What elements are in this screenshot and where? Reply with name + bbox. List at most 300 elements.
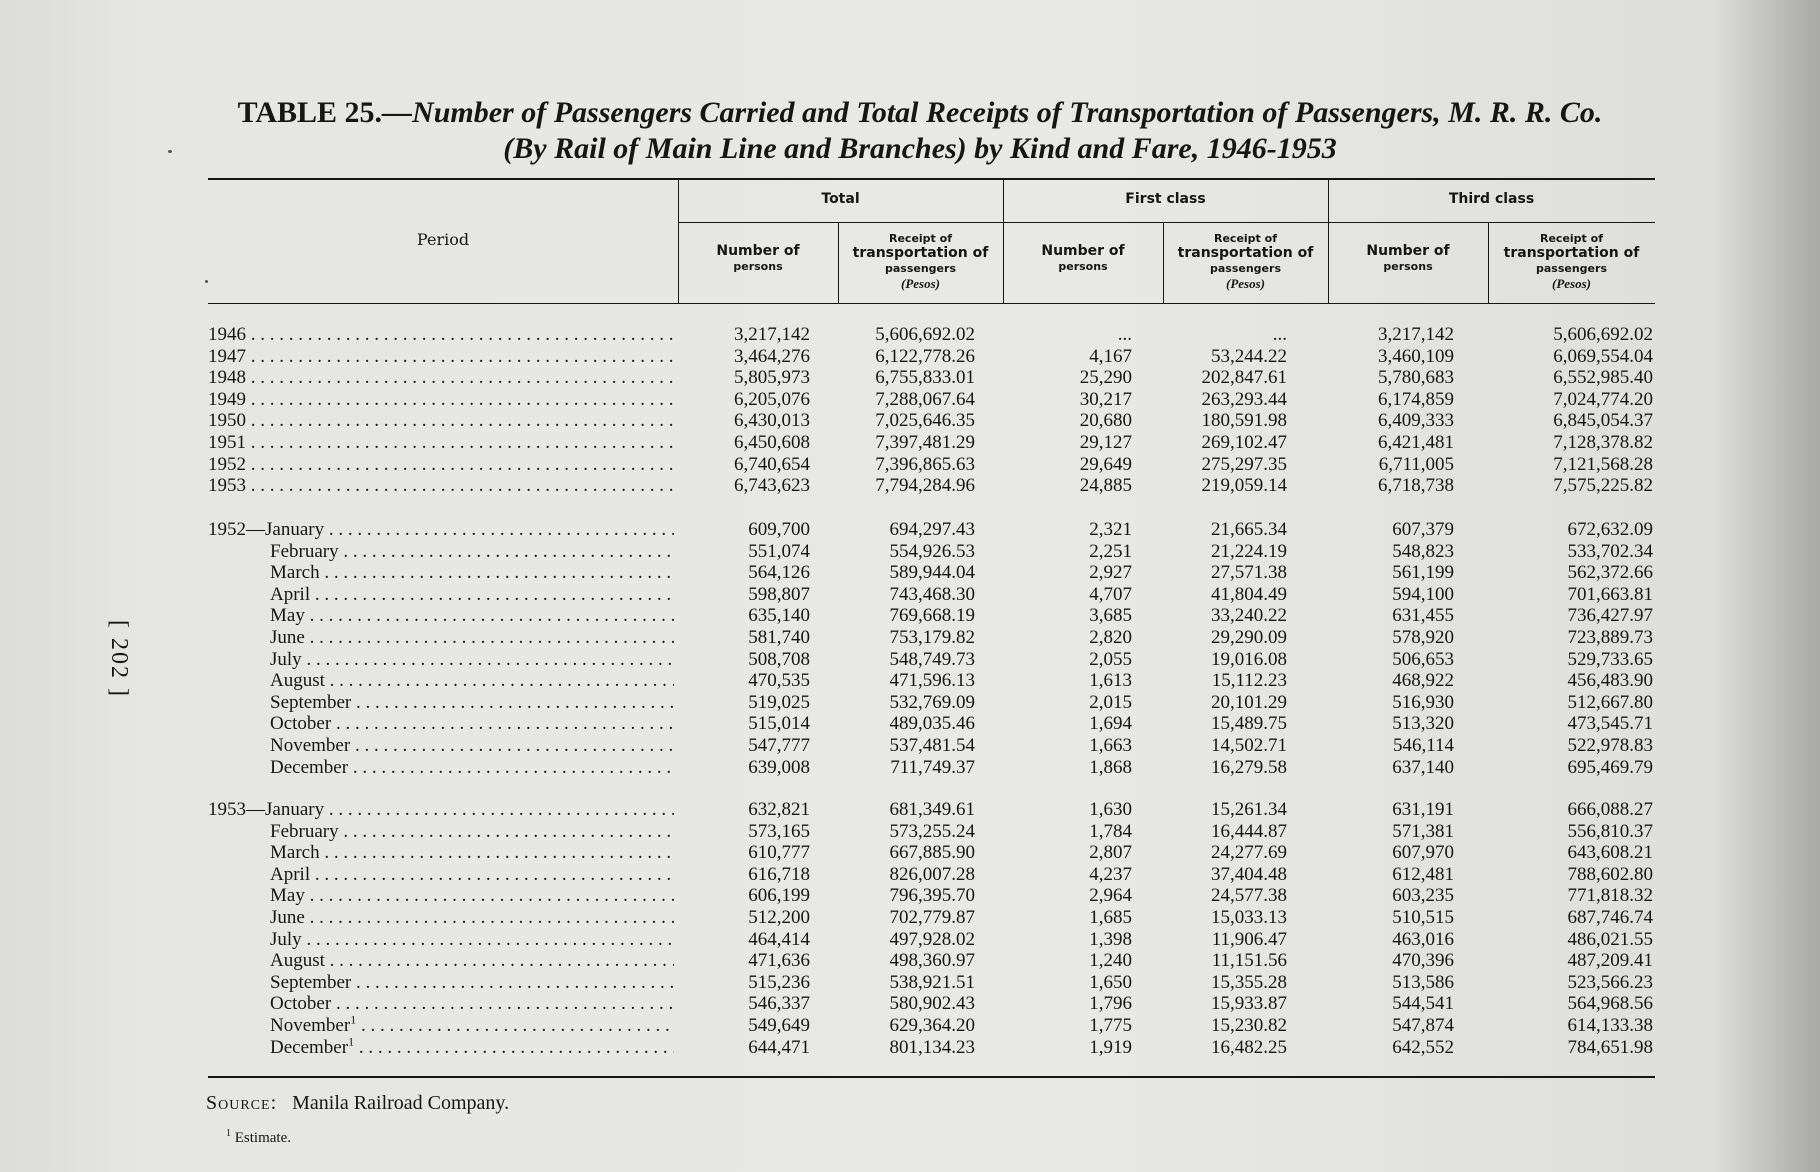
third-class-receipts-cell: 672,632.09 — [1567, 519, 1653, 540]
table-row — [0, 821, 1820, 843]
table-row — [0, 367, 1820, 389]
first-class-persons-cell: 1,240 — [1089, 950, 1132, 972]
table-row — [0, 1037, 1820, 1059]
third-class-persons-cell: 594,100 — [1392, 583, 1454, 605]
period-label: 1949 — [208, 388, 246, 410]
third-class-persons-cell: 3,460,109 — [1378, 345, 1454, 367]
header-receipt-line2: transportation of — [852, 245, 989, 261]
first-class-persons-cell: 4,707 — [1089, 583, 1132, 605]
third-class-receipts-cell: 6,069,554.04 — [1553, 345, 1653, 367]
first-class-receipts-cell: 29,290.09 — [1211, 627, 1287, 648]
period-label: 1952 — [208, 453, 246, 475]
bottom-rule — [208, 1076, 1655, 1078]
total-persons-cell: 564,126 — [748, 562, 810, 584]
total-persons-cell: 519,025 — [748, 691, 810, 713]
first-class-persons-cell: 1,919 — [1089, 1036, 1132, 1058]
total-receipts-cell: 7,025,646.35 — [875, 410, 975, 432]
total-persons-cell: 471,636 — [748, 950, 810, 972]
table-row — [0, 929, 1820, 951]
third-class-receipts-cell: 7,121,568.28 — [1553, 453, 1653, 475]
header-receipt-unit: (Pesos) — [901, 276, 940, 291]
table-row — [0, 454, 1820, 476]
first-class-persons-cell: 2,964 — [1089, 885, 1132, 907]
third-class-persons-cell: 6,174,859 — [1378, 388, 1454, 410]
third-class-receipts-cell: 6,552,985.40 — [1553, 367, 1653, 389]
first-class-receipts-cell: 16,444.87 — [1211, 820, 1287, 842]
third-class-persons-cell: 631,455 — [1392, 605, 1454, 627]
total-persons-cell: 639,008 — [748, 756, 810, 778]
first-class-receipts-cell: 24,277.69 — [1211, 842, 1287, 864]
first-class-receipts-cell: 19,016.08 — [1211, 648, 1287, 670]
source-text: Manila Railroad Company. — [292, 1092, 510, 1114]
total-receipts-cell: 5,606,692.02 — [875, 324, 975, 345]
total-receipts-cell: 681,349.61 — [889, 799, 975, 820]
first-class-persons-cell: 2,251 — [1089, 540, 1132, 562]
first-class-receipts-cell: 16,279.58 — [1211, 756, 1287, 778]
first-class-persons-cell: 1,784 — [1089, 820, 1132, 842]
first-class-receipts-cell: 15,933.87 — [1211, 993, 1287, 1015]
first-class-receipts-cell: 202,847.61 — [1201, 367, 1287, 389]
third-class-persons-cell: 612,481 — [1392, 863, 1454, 885]
total-receipts-cell: 589,944.04 — [889, 562, 975, 584]
period-cell — [270, 842, 674, 864]
total-receipts-cell: 796,395.70 — [889, 885, 975, 907]
third-class-receipts-cell: 456,483.90 — [1567, 670, 1653, 692]
period-label: March — [270, 842, 320, 864]
period-label: February — [270, 820, 339, 842]
third-class-receipts-cell: 771,818.32 — [1567, 885, 1653, 907]
table-row — [0, 799, 1820, 821]
total-persons-cell: 6,743,623 — [734, 475, 810, 497]
total-persons-cell: 632,821 — [748, 799, 810, 820]
total-persons-cell: 616,718 — [748, 863, 810, 885]
third-class-persons-cell: 470,396 — [1392, 950, 1454, 972]
third-class-receipts-cell: 701,663.81 — [1567, 583, 1653, 605]
header-receipt-unit: (Pesos) — [1226, 276, 1265, 291]
total-persons-cell: 609,700 — [748, 519, 810, 540]
total-receipts-cell: 7,288,067.64 — [875, 388, 975, 410]
period-cell — [208, 367, 674, 389]
total-receipts-cell: 497,928.02 — [889, 928, 975, 950]
first-class-receipts-cell: 219,059.14 — [1201, 475, 1287, 497]
top-rule — [208, 178, 1655, 180]
third-class-persons-cell: 631,191 — [1392, 799, 1454, 820]
total-receipts-cell: 554,926.53 — [889, 540, 975, 562]
third-class-receipts-cell: 562,372.66 — [1567, 562, 1653, 584]
table-row — [0, 972, 1820, 994]
first-class-persons-cell: 25,290 — [1079, 367, 1132, 389]
table-row — [0, 1015, 1820, 1037]
table-row — [0, 519, 1820, 541]
total-persons-cell: 6,430,013 — [734, 410, 810, 432]
source-label: Source: — [206, 1092, 278, 1114]
first-class-receipts-cell: 16,482.25 — [1211, 1036, 1287, 1058]
total-persons-cell: 573,165 — [748, 820, 810, 842]
table-row — [0, 410, 1820, 432]
first-class-receipts-cell: 15,489.75 — [1211, 713, 1287, 735]
period-label: December — [270, 1036, 349, 1058]
header-third-receipt — [1488, 231, 1655, 291]
total-receipts-cell: 7,794,284.96 — [875, 475, 975, 497]
third-class-persons-cell: 516,930 — [1392, 691, 1454, 713]
total-receipts-cell: 548,749.73 — [889, 648, 975, 670]
third-class-persons-cell: 547,874 — [1392, 1015, 1454, 1036]
header-total-receipt — [838, 231, 1003, 291]
period-label: May — [270, 885, 305, 907]
period-label: October — [270, 993, 332, 1015]
first-class-receipts-cell: 15,112.23 — [1211, 670, 1287, 692]
total-persons-cell: 464,414 — [748, 928, 810, 950]
period-cell — [270, 1015, 674, 1037]
third-class-receipts-cell: 695,469.79 — [1567, 756, 1653, 778]
period-label: 1953—January — [208, 799, 325, 820]
total-receipts-cell: 7,397,481.29 — [875, 432, 975, 453]
first-class-receipts-cell: 41,804.49 — [1211, 583, 1287, 605]
first-class-receipts-cell: 269,102.47 — [1201, 432, 1287, 453]
period-label: September — [270, 971, 352, 993]
first-class-receipts-cell: 15,230.82 — [1211, 1015, 1287, 1036]
source-note — [206, 1092, 509, 1115]
period-label: March — [270, 562, 320, 584]
table-row — [0, 713, 1820, 735]
total-receipts-cell: 471,596.13 — [889, 670, 975, 692]
third-class-receipts-cell: 7,024,774.20 — [1553, 388, 1653, 410]
third-class-receipts-cell: 784,651.98 — [1567, 1036, 1653, 1058]
period-label: 1953 — [208, 475, 246, 497]
total-receipts-cell: 743,468.30 — [889, 583, 975, 605]
table-row — [0, 842, 1820, 864]
first-class-persons-cell: 2,321 — [1089, 519, 1132, 540]
third-class-receipts-cell: 556,810.37 — [1567, 820, 1653, 842]
third-class-persons-cell: 463,016 — [1392, 928, 1454, 950]
footnote-reference: 1 — [348, 1036, 355, 1049]
third-class-receipts-cell: 523,566.23 — [1567, 971, 1653, 993]
period-cell — [208, 410, 674, 432]
total-persons-cell: 581,740 — [748, 627, 810, 648]
header-receipt-line2: transportation of — [1503, 245, 1640, 261]
table-number: TABLE 25. — [237, 96, 383, 129]
first-class-receipts-cell: 15,355.28 — [1211, 971, 1287, 993]
first-class-persons-cell: 4,167 — [1089, 345, 1132, 367]
table-row — [0, 649, 1820, 671]
first-class-persons-cell: 1,694 — [1089, 713, 1132, 735]
third-class-receipts-cell: 564,968.56 — [1567, 993, 1653, 1015]
third-class-receipts-cell: 533,702.34 — [1567, 540, 1653, 562]
first-class-persons-cell: 1,685 — [1089, 907, 1132, 928]
total-persons-cell: 6,205,076 — [734, 388, 810, 410]
period-cell — [270, 993, 674, 1015]
header-receipt-line3: passengers — [1536, 262, 1607, 275]
table-title — [160, 95, 1680, 167]
first-class-receipts-cell: 15,033.13 — [1211, 907, 1287, 928]
total-receipts-cell: 7,396,865.63 — [875, 453, 975, 475]
period-cell — [270, 907, 674, 929]
table-row — [0, 346, 1820, 368]
total-receipts-cell: 769,668.19 — [889, 605, 975, 627]
footnote-mark: 1 — [226, 1128, 231, 1139]
title-line-2: (By Rail of Main Line and Branches) by Kind and Fare, 1946-1953 — [503, 132, 1337, 165]
total-persons-cell: 598,807 — [748, 583, 810, 605]
third-class-persons-cell: 607,970 — [1392, 842, 1454, 864]
total-receipts-cell: 538,921.51 — [889, 971, 975, 993]
first-class-receipts-cell: 21,224.19 — [1211, 540, 1287, 562]
total-persons-cell: 508,708 — [748, 648, 810, 670]
first-class-persons-cell: 2,015 — [1089, 691, 1132, 713]
first-class-persons-cell: 29,649 — [1079, 453, 1132, 475]
table-row — [0, 993, 1820, 1015]
third-class-receipts-cell: 7,575,225.82 — [1553, 475, 1653, 497]
third-class-persons-cell: 637,140 — [1392, 756, 1454, 778]
first-class-receipts-cell: 14,502.71 — [1211, 735, 1287, 756]
total-receipts-cell: 532,769.09 — [889, 691, 975, 713]
third-class-persons-cell: 6,711,005 — [1378, 453, 1454, 475]
period-label: 1948 — [208, 367, 246, 389]
first-class-persons-cell: 1,398 — [1089, 928, 1132, 950]
total-receipts-cell: 801,134.23 — [889, 1036, 975, 1058]
header-bottom-rule — [208, 303, 1655, 304]
third-class-persons-cell: 6,409,333 — [1378, 410, 1454, 432]
period-cell — [270, 1037, 674, 1059]
total-persons-cell: 5,805,973 — [734, 367, 810, 389]
period-cell — [270, 885, 674, 907]
period-cell — [208, 519, 674, 541]
first-class-persons-cell: 1,775 — [1089, 1015, 1132, 1036]
header-receipt-line2: transportation of — [1177, 245, 1314, 261]
total-persons-cell: 551,074 — [748, 540, 810, 562]
total-receipts-cell: 753,179.82 — [889, 627, 975, 648]
total-receipts-cell: 826,007.28 — [889, 863, 975, 885]
period-cell — [270, 692, 674, 714]
first-class-persons-cell: 24,885 — [1079, 475, 1132, 497]
first-class-receipts-cell: 33,240.22 — [1211, 605, 1287, 627]
table-row — [0, 562, 1820, 584]
first-class-receipts-cell: 275,297.35 — [1201, 453, 1287, 475]
third-class-persons-cell: 513,320 — [1392, 713, 1454, 735]
third-class-persons-cell: 544,541 — [1392, 993, 1454, 1015]
period-cell — [270, 541, 674, 563]
first-class-persons-cell: 1,663 — [1089, 735, 1132, 756]
header-receipt-line3: passengers — [1210, 262, 1281, 275]
period-cell — [270, 627, 674, 649]
total-persons-cell: 512,200 — [748, 907, 810, 928]
total-receipts-cell: 667,885.90 — [889, 842, 975, 864]
total-persons-cell: 6,740,654 — [734, 453, 810, 475]
header-number-line2: persons — [733, 260, 783, 273]
period-label: 1952—January — [208, 519, 325, 540]
third-class-receipts-cell: 7,128,378.82 — [1553, 432, 1653, 453]
period-label: April — [270, 583, 311, 605]
header-receipt-unit: (Pesos) — [1552, 276, 1591, 291]
period-cell — [208, 799, 674, 821]
period-cell — [208, 389, 674, 411]
third-class-receipts-cell: 6,845,054.37 — [1553, 410, 1653, 432]
total-receipts-cell: 6,755,833.01 — [875, 367, 975, 389]
third-class-receipts-cell: 614,133.38 — [1567, 1015, 1653, 1036]
header-receipt-line3: passengers — [885, 262, 956, 275]
period-label: July — [270, 648, 302, 670]
first-class-persons-cell: 2,820 — [1089, 627, 1132, 648]
third-class-receipts-cell: 666,088.27 — [1567, 799, 1653, 820]
title-line-1 — [160, 95, 1680, 131]
table-row — [0, 757, 1820, 779]
total-persons-cell: 635,140 — [748, 605, 810, 627]
third-class-receipts-cell: 486,021.55 — [1567, 928, 1653, 950]
total-persons-cell: 470,535 — [748, 670, 810, 692]
third-class-persons-cell: 6,718,738 — [1378, 475, 1454, 497]
period-cell — [270, 584, 674, 606]
third-class-persons-cell: 513,586 — [1392, 971, 1454, 993]
table-row — [0, 324, 1820, 346]
header-receipt-line1: Receipt of — [1540, 232, 1603, 245]
scan-speck — [168, 150, 172, 153]
total-receipts-cell: 711,749.37 — [890, 756, 975, 778]
table-row — [0, 735, 1820, 757]
period-label: October — [270, 713, 332, 735]
period-label: June — [270, 907, 305, 928]
scan-speck — [205, 280, 208, 283]
footnote-text: Estimate. — [234, 1130, 291, 1146]
total-persons-cell: 549,649 — [748, 1015, 810, 1036]
third-class-persons-cell: 5,780,683 — [1378, 367, 1454, 389]
first-class-receipts-cell: 180,591.98 — [1201, 410, 1287, 432]
first-class-receipts-cell: 24,577.38 — [1211, 885, 1287, 907]
period-cell — [208, 454, 674, 476]
period-label: November — [270, 1015, 351, 1036]
table-row — [0, 950, 1820, 972]
period-label: 1951 — [208, 432, 246, 453]
period-cell — [270, 972, 674, 994]
total-receipts-cell: 629,364.20 — [889, 1015, 975, 1036]
header-first-receipt — [1163, 231, 1328, 291]
third-class-persons-cell: 546,114 — [1392, 735, 1454, 756]
period-label: September — [270, 691, 352, 713]
header-third-number — [1328, 244, 1488, 274]
table-row — [0, 885, 1820, 907]
third-class-receipts-cell: 687,746.74 — [1567, 907, 1653, 928]
period-cell — [208, 432, 674, 454]
first-class-persons-cell: 2,055 — [1089, 648, 1132, 670]
period-label: May — [270, 605, 305, 627]
third-class-persons-cell: 571,381 — [1392, 820, 1454, 842]
total-persons-cell: 606,199 — [748, 885, 810, 907]
table-row — [0, 605, 1820, 627]
third-class-persons-cell: 506,653 — [1392, 648, 1454, 670]
period-cell — [270, 735, 674, 757]
total-receipts-cell: 489,035.46 — [889, 713, 975, 735]
first-class-persons-cell: 2,927 — [1089, 562, 1132, 584]
total-receipts-cell: 702,779.87 — [889, 907, 975, 928]
first-class-receipts-cell: 37,404.48 — [1211, 863, 1287, 885]
first-class-receipts-cell: ... — [1272, 324, 1287, 345]
period-cell — [208, 475, 674, 497]
first-class-receipts-cell: 263,293.44 — [1201, 388, 1287, 410]
table-row — [0, 692, 1820, 714]
header-number-line1: Number of — [1041, 243, 1125, 259]
third-class-receipts-cell: 487,209.41 — [1567, 950, 1653, 972]
third-class-persons-cell: 578,920 — [1392, 627, 1454, 648]
group-rule — [678, 222, 1655, 223]
period-cell — [270, 757, 674, 779]
first-class-persons-cell: 1,868 — [1089, 756, 1132, 778]
header-receipt-line1: Receipt of — [1214, 232, 1277, 245]
third-class-receipts-cell: 522,978.83 — [1567, 735, 1653, 756]
third-class-persons-cell: 607,379 — [1392, 519, 1454, 540]
header-period: Period — [416, 230, 470, 249]
third-class-persons-cell: 510,515 — [1392, 907, 1454, 928]
header-total: Total — [821, 191, 860, 207]
table-row — [0, 432, 1820, 454]
header-number-line1: Number of — [1366, 243, 1450, 259]
third-class-receipts-cell: 473,545.71 — [1567, 713, 1653, 735]
first-class-persons-cell: 1,796 — [1089, 993, 1132, 1015]
period-cell — [270, 670, 674, 692]
third-class-persons-cell: 548,823 — [1392, 540, 1454, 562]
period-cell — [270, 929, 674, 951]
first-class-persons-cell: 1,650 — [1089, 971, 1132, 993]
first-class-receipts-cell: 11,906.47 — [1211, 928, 1287, 950]
table-row — [0, 584, 1820, 606]
period-label: 1946 — [208, 324, 246, 345]
first-class-persons-cell: 3,685 — [1089, 605, 1132, 627]
period-label: November — [270, 735, 351, 756]
header-number-line1: Number of — [716, 243, 800, 259]
third-class-persons-cell: 468,922 — [1392, 670, 1454, 692]
total-persons-cell: 546,337 — [748, 993, 810, 1015]
table-row — [0, 389, 1820, 411]
third-class-receipts-cell: 788,602.80 — [1567, 863, 1653, 885]
first-class-receipts-cell: 21,665.34 — [1211, 519, 1287, 540]
total-persons-cell: 3,217,142 — [734, 324, 810, 345]
first-class-receipts-cell: 20,101.29 — [1211, 691, 1287, 713]
first-class-receipts-cell: 15,261.34 — [1211, 799, 1287, 820]
table-row — [0, 475, 1820, 497]
first-class-persons-cell: 30,217 — [1079, 388, 1132, 410]
period-cell — [208, 346, 674, 368]
period-label: June — [270, 627, 305, 648]
first-class-persons-cell: 1,630 — [1089, 799, 1132, 820]
first-class-persons-cell: ... — [1117, 324, 1132, 345]
first-class-receipts-cell: 53,244.22 — [1211, 345, 1287, 367]
footnote-reference: 1 — [350, 1015, 357, 1027]
table-row — [0, 627, 1820, 649]
table-row — [0, 907, 1820, 929]
total-receipts-cell: 537,481.54 — [889, 735, 975, 756]
period-label: 1947 — [208, 345, 246, 367]
first-class-receipts-cell: 11,151.56 — [1211, 950, 1287, 972]
third-class-persons-cell: 6,421,481 — [1378, 432, 1454, 453]
period-cell — [270, 649, 674, 671]
total-persons-cell: 644,471 — [748, 1036, 810, 1058]
third-class-receipts-cell: 723,889.73 — [1567, 627, 1653, 648]
period-label: December — [270, 756, 349, 778]
page-number: [ 202 ] — [106, 620, 132, 698]
first-class-persons-cell: 1,613 — [1089, 670, 1132, 692]
table-row — [0, 541, 1820, 563]
title-main: —Number of Passengers Carried and Total Receipts of Transportation of Passengers, M. R. R. Co. — [382, 96, 1603, 129]
third-class-receipts-cell: 512,667.80 — [1567, 691, 1653, 713]
table-row — [0, 864, 1820, 886]
header-receipt-line1: Receipt of — [889, 232, 952, 245]
total-receipts-cell: 573,255.24 — [889, 820, 975, 842]
period-cell — [270, 950, 674, 972]
header-number-line2: persons — [1058, 260, 1108, 273]
third-class-persons-cell: 561,199 — [1392, 562, 1454, 584]
period-cell — [270, 821, 674, 843]
third-class-receipts-cell: 736,427.97 — [1567, 605, 1653, 627]
header-third-class: Third class — [1448, 191, 1535, 207]
third-class-persons-cell: 642,552 — [1392, 1036, 1454, 1058]
total-receipts-cell: 694,297.43 — [889, 519, 975, 540]
